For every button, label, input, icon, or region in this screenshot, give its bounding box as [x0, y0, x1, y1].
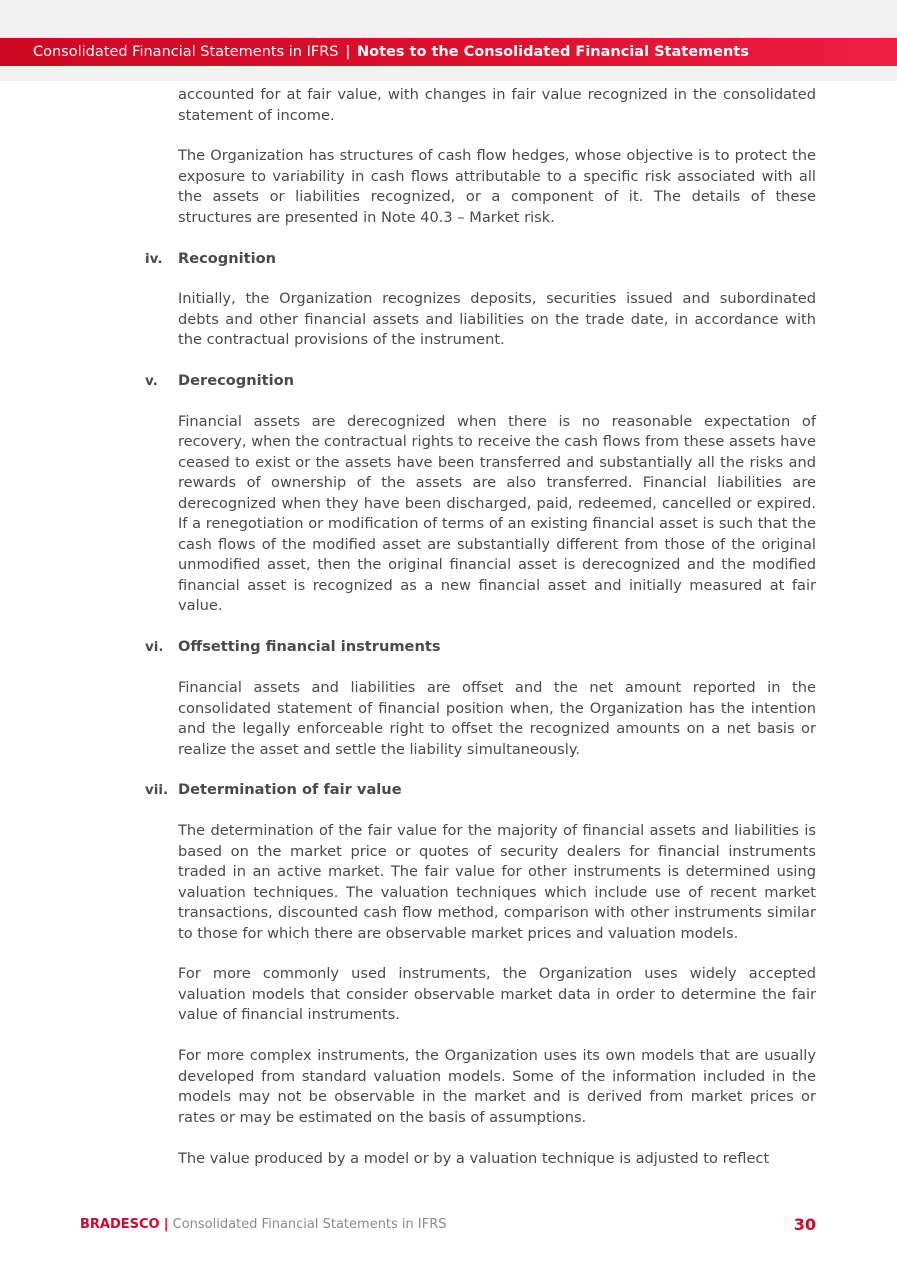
- section-number: vii.: [145, 782, 169, 799]
- footer-title: Consolidated Financial Statements in IFRS: [172, 1216, 447, 1232]
- section-title: Recognition: [178, 249, 277, 267]
- section-title: Offsetting financial instruments: [178, 638, 441, 656]
- section-number: vi.: [145, 639, 164, 656]
- header-left-title: Consolidated Financial Statements in IFRS: [33, 44, 339, 60]
- page-number: 30: [793, 1214, 816, 1234]
- section-heading-recognition: [145, 249, 816, 270]
- header-bar: [0, 38, 897, 66]
- section-heading-fair-value: [145, 780, 816, 801]
- header-right-title: Notes to the Consolidated Financial Statements: [357, 44, 749, 60]
- paragraph: Financial assets are derecognized when there is no reasonable expectation of recovery, when the contractual rights to receive the cash flows from these assets have ceased to exist or the assets have been transferred and substantially all the risks and rewards of ownership of the assets are also transferred. Financial liabilities are derecognized when they have been discharged, paid, redeemed, cancelled or expired. If a renegotiation or modification of terms of an existing financial asset is such that the cash flows of the modified asset are substantially different from those of the original unmodified asset, then the original financial asset is derecognized and the modified financial asset is recognized as a new financial asset and initially measured at fair value.: [178, 412, 816, 615]
- paragraph: The value produced by a model or by a valuation technique is adjusted to reflect: [178, 1149, 770, 1167]
- section-title: Determination of fair value: [178, 781, 402, 799]
- paragraph: For more commonly used instruments, the Organization uses widely accepted valuation models that consider observable market data in order to determine the fair value of financial instruments.: [178, 965, 816, 1024]
- section-heading-offsetting: [145, 637, 816, 658]
- paragraph: For more complex instruments, the Organization uses its own models that are usually developed from standard valuation models. Some of the information included in the models may not be observable in the market and is derived from market prices or rates or may be estimated on the basis of assumptions.: [178, 1047, 816, 1126]
- paragraph: accounted for at fair value, with changes in fair value recognized in the consolidated statement of income.: [178, 86, 816, 124]
- footer-left: [80, 1217, 447, 1232]
- section-number: iv.: [145, 250, 163, 267]
- footer-brand: BRADESCO: [80, 1216, 160, 1232]
- header-title: [33, 44, 749, 60]
- footer-separator: |: [163, 1216, 169, 1232]
- paragraph: The determination of the fair value for the majority of financial assets and liabilities is based on the market price or quotes of security dealers for financial instruments traded in an active market. The fair value for other instruments is determined using valuation techniques. The valuation techniques which include use of recent market transactions, discounted cash flow method, comparison with other instruments similar to those for which there are observable market prices and valuation models.: [178, 822, 816, 942]
- section-title: Derecognition: [178, 372, 295, 390]
- header-separator: |: [345, 44, 351, 60]
- document-body: [145, 85, 816, 1189]
- paragraph: Initially, the Organization recognizes deposits, securities issued and subordinated debts and other financial assets and liabilities on the trade date, in accordance with the contractual provisions of the instrument.: [178, 290, 816, 349]
- paragraph: The Organization has structures of cash flow hedges, whose objective is to protect the exposure to variability in cash flows attributable to a specific risk associated with all the assets or liabilities recognized, or a component of it. The details of these structures are presented in Note 40.3 – Market risk.: [178, 147, 816, 226]
- paragraph: Financial assets and liabilities are offset and the net amount reported in the consolidated statement of financial position when, the Organization has the intention and the legally enforceable right to offset the recognized amounts on a net basis or realize the asset and settle the liability simultaneously.: [178, 679, 816, 758]
- section-number: v.: [145, 373, 158, 390]
- section-heading-derecognition: [145, 371, 816, 392]
- page-footer: [80, 1214, 816, 1234]
